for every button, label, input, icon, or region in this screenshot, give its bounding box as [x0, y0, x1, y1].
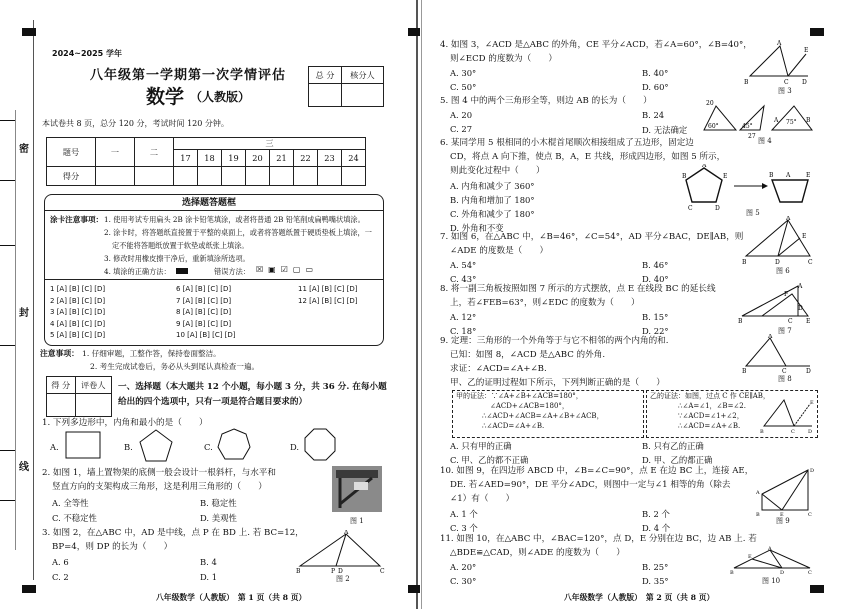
q6-option-c[interactable]: C. 外角和减少了 180°: [450, 209, 535, 219]
score-cell[interactable]: [96, 167, 135, 186]
svg-text:D: D: [806, 368, 811, 374]
svg-text:D: D: [338, 568, 343, 574]
score-cell[interactable]: [318, 167, 342, 186]
margin-tick: [0, 345, 16, 346]
attention-1: 1. 仔细审题，工整作答，保持卷面整洁。: [82, 349, 221, 358]
svg-text:A: A: [774, 117, 779, 124]
q5-option-c[interactable]: C. 27: [450, 124, 473, 134]
q2-stem-2: 竖直方向的支架构成三角形，这是利用三角形的（ ）: [52, 482, 267, 492]
q1-stem: 1. 下列多边形中，内角和最小的是（ ）: [42, 418, 208, 428]
q3-option-a[interactable]: A. 6: [52, 557, 69, 567]
svg-text:B: B: [744, 79, 749, 86]
svg-text:B: B: [682, 173, 687, 180]
score-table-part1: 一: [96, 138, 135, 167]
svg-text:D: D: [810, 468, 814, 474]
answer-bubble-row[interactable]: 1 [A] [B] [C] [D]: [50, 285, 106, 293]
svg-text:A: A: [786, 172, 791, 179]
figure-10-caption: 图 10: [762, 577, 781, 585]
q10-stem-2: DE. 若∠AED=90°，DE 平分∠ADC，则图中一定与∠1 相等的角（除去: [450, 480, 731, 490]
score-col: 21: [270, 150, 294, 167]
left-page: [0, 0, 420, 609]
q10-option-d[interactable]: D. 4 个: [642, 523, 671, 533]
q11-stem-2: △BDE≌△CAD，则∠ADE 的度数为（ ）: [450, 548, 625, 558]
svg-text:E: E: [810, 400, 814, 406]
q2-option-c[interactable]: C. 不稳定性: [52, 513, 97, 523]
margin-label-xian: 线: [19, 462, 29, 473]
q4-option-d[interactable]: D. 60°: [642, 82, 669, 92]
figure-8-triangle: [742, 334, 814, 374]
svg-text:F: F: [784, 291, 789, 298]
svg-text:P: P: [331, 568, 336, 574]
q2-stem-1: 2. 如图 1，墙上置物架的底侧一般会设计一根斜杆，与水平和: [42, 468, 276, 478]
score-table-head: 题号: [47, 138, 96, 167]
q9-jia-line-1: 甲的证法：∵∠A+∠B+∠ACB=180°，: [456, 392, 583, 400]
svg-text:D: D: [780, 570, 785, 574]
q1-option-b[interactable]: B.: [124, 442, 133, 452]
answer-bubble-row[interactable]: 7 [A] [B] [C] [D]: [176, 296, 232, 305]
grader-score-value[interactable]: [47, 394, 76, 417]
score-table-part3: 三: [174, 138, 366, 150]
answer-bubble-row[interactable]: 9 [A] [B] [C] [D]: [176, 319, 232, 328]
answer-bubble-row[interactable]: 2 [A] [B] [C] [D]: [50, 296, 106, 305]
grader-name-label: 评卷人: [75, 377, 112, 394]
answer-notice-label: 涂卡注意事项：: [50, 215, 104, 224]
svg-text:B: B: [760, 429, 764, 434]
score-cell[interactable]: [135, 167, 174, 186]
corner-mark: [408, 585, 420, 593]
figure-4-caption: 图 4: [758, 137, 772, 145]
score-col: 23: [318, 150, 342, 167]
svg-text:D: D: [715, 205, 720, 212]
svg-text:B: B: [742, 368, 747, 374]
svg-text:75°: 75°: [786, 119, 797, 126]
answer-card-divider2: [44, 279, 383, 280]
margin-tick: [0, 180, 16, 181]
figure-1-shelf-photo: [332, 466, 382, 512]
margin-tick: [0, 500, 16, 501]
q9-option-a[interactable]: A. 只有甲的正确: [450, 441, 512, 451]
score-cell[interactable]: [198, 167, 222, 186]
q1-option-a[interactable]: A.: [50, 442, 59, 452]
q8-option-a[interactable]: A. 12°: [450, 312, 477, 322]
score-table: [46, 137, 366, 186]
q9-jia-line-4: ∴∠ACD=∠A+∠B.: [482, 422, 545, 430]
total-value[interactable]: [309, 84, 342, 107]
right-page: [424, 0, 860, 609]
answer-bubble-row[interactable]: 11 [A] [B] [C] [D]: [298, 285, 358, 293]
svg-text:C: C: [791, 429, 795, 434]
margin-label-feng: 封: [19, 308, 29, 319]
center-fold-line: [416, 0, 418, 609]
q2-option-b[interactable]: B. 稳定性: [200, 498, 237, 508]
q3-stem-2: BP=4，则 DP 的长为（ ）: [52, 542, 173, 552]
q5-option-a[interactable]: A. 20: [450, 110, 473, 120]
q6-stem-3: 则此变化过程中（ ）: [450, 166, 545, 176]
svg-text:E: E: [723, 173, 728, 180]
total-label: 总 分: [309, 67, 342, 84]
q7-option-a[interactable]: A. 54°: [450, 260, 477, 270]
correct-fill-sample: [176, 268, 188, 274]
exam-intro: 本试卷共 8 页，总分 120 分，考试时间 120 分钟。: [42, 119, 229, 128]
svg-text:B: B: [738, 318, 743, 324]
figure-2-triangle: [296, 530, 386, 574]
score-cell[interactable]: [270, 167, 294, 186]
q4-option-c[interactable]: C. 50°: [450, 82, 477, 92]
q5-option-d[interactable]: D. 无法确定: [642, 125, 688, 135]
wrong-fill-samples: ☒▣☑▢▭: [256, 265, 319, 274]
svg-text:C: C: [380, 568, 385, 574]
q1-shape-square: [64, 430, 104, 462]
q10-stem-3: ∠1）有（ ）: [450, 494, 515, 504]
svg-text:20: 20: [706, 100, 714, 107]
q11-stem-1: 11. 如图 10，在△ABC 中，∠BAC=120°，点 D，E 分别在边 BC，边 AB 上. 若: [440, 534, 757, 544]
q9-jia-line-2: ∠ACD+∠ACB=180°，: [490, 402, 569, 410]
q9-yi-line-4: ∴∠ACD=∠A+∠B.: [678, 422, 741, 430]
q1-shape-pentagon: [138, 428, 174, 464]
svg-text:D: D: [775, 259, 780, 266]
svg-text:B: B: [730, 570, 734, 574]
attention-2: 2. 考生完成试卷后，务必从头到尾认真检查一遍。: [90, 362, 260, 371]
svg-text:C: C: [808, 259, 813, 266]
section1-title: 一、选择题（本大题共 12 个小题，每小题 3 分，共 36 分. 在每小题: [118, 382, 387, 392]
score-cell[interactable]: [294, 167, 318, 186]
answer-bubble-row[interactable]: 8 [A] [B] [C] [D]: [176, 308, 232, 316]
q1-option-c[interactable]: C.: [204, 442, 213, 452]
q6-stem-2: CD，将点 A 向下推，使点 B，A，E 共线，形成四边形，如图 5 所示，: [450, 152, 726, 162]
left-footer: 八年级数学（人教版） 第 1 页（共 8 页）: [156, 593, 307, 602]
q8-stem-2: 上，若∠FEB=63°，则∠EDC 的度数为（ ）: [450, 298, 640, 308]
q7-option-c[interactable]: C. 43°: [450, 274, 477, 284]
q9-yi-figure: [760, 396, 814, 434]
score-col: 20: [246, 150, 270, 167]
score-row-label: 得分: [47, 167, 96, 186]
q7-option-d[interactable]: D. 40°: [642, 274, 669, 284]
svg-text:A: A: [786, 216, 791, 222]
q4-stem-1: 4. 如图 3，∠ACD 是△ABC 的外角，CE 平分∠ACD，若∠A=60°，∠B=40°，: [440, 40, 752, 50]
answer-notice-wrong: 错误方法：: [214, 267, 250, 276]
answer-bubble-row[interactable]: 4 [A] [B] [C] [D]: [50, 319, 106, 328]
svg-text:27: 27: [748, 133, 756, 140]
q4-stem-2: 则∠ECD 的度数为（ ）: [450, 54, 558, 64]
answer-bubble-row[interactable]: 6 [A] [B] [C] [D]: [176, 285, 232, 293]
exam-title: 八年级第一学期第一次学情评估: [90, 68, 287, 83]
q5-stem: 5. 图 4 中的两个三角形全等，则边 AB 的长为（ ）: [440, 96, 652, 106]
svg-text:E: E: [780, 512, 784, 516]
svg-text:C: C: [808, 570, 812, 574]
margin-line: [15, 110, 16, 550]
right-footer: 八年级数学（人教版） 第 2 页（共 8 页）: [564, 593, 715, 602]
svg-text:C: C: [788, 318, 793, 324]
q9-yi-line-2: ∴∠A=∠1，∠B=∠2.: [678, 402, 746, 410]
answer-bubble-row[interactable]: 3 [A] [B] [C] [D]: [50, 308, 106, 316]
svg-text:A: A: [344, 530, 349, 536]
q10-option-b[interactable]: B. 2 个: [642, 509, 670, 519]
subject-edition: （人教版）: [190, 90, 251, 104]
svg-text:A: A: [702, 164, 707, 169]
figure-5-pentagon-to-quadrilateral: [682, 164, 816, 212]
answer-card-divider: [44, 210, 383, 211]
q6-option-a[interactable]: A. 内角和减少了 360°: [450, 181, 535, 191]
checker-value[interactable]: [341, 84, 383, 107]
svg-text:60°: 60°: [708, 123, 719, 130]
margin-tick: [0, 450, 16, 451]
answer-bubble-row[interactable]: 5 [A] [B] [C] [D]: [50, 331, 106, 339]
q9-stem-3: 求证：∠ACD=∠A+∠B.: [450, 364, 547, 374]
margin-tick: [0, 245, 16, 246]
q6-option-b[interactable]: B. 内角和增加了 180°: [450, 195, 535, 205]
q8-stem-1: 8. 将一副三角板按照如图 7 所示的方式摆放，点 E 在线段 BC 的延长线: [440, 284, 716, 294]
figure-5-caption: 图 5: [746, 209, 760, 217]
score-cell[interactable]: [174, 167, 198, 186]
svg-text:B: B: [756, 512, 760, 516]
answer-notice-3: 3. 修改时用橡皮擦干净后，重新填涂所选项。: [104, 254, 250, 263]
score-cell[interactable]: [246, 167, 270, 186]
svg-text:B: B: [742, 259, 747, 266]
q8-option-d[interactable]: D. 22°: [642, 326, 669, 336]
svg-text:C: C: [784, 79, 789, 86]
answer-bubble-row[interactable]: 12 [A] [B] [C] [D]: [298, 296, 358, 305]
q11-option-b[interactable]: B. 25°: [642, 562, 669, 572]
q1-shape-octagon: [302, 427, 338, 463]
q3-stem-1: 3. 如图 2，在△ABC 中，AD 是中线，点 P 在 BD 上. 若 BC=12，: [42, 528, 304, 538]
figure-3-caption: 图 3: [778, 87, 792, 95]
q7-stem-2: ∠ADE 的度数是（ ）: [450, 246, 549, 256]
q10-stem-1: 10. 如图 9，在四边形 ABCD 中，∠B=∠C=90°，点 E 在边 BC 上，连接 AE，: [440, 466, 754, 476]
q4-option-b[interactable]: B. 40°: [642, 68, 669, 78]
svg-text:C: C: [782, 368, 787, 374]
answer-card-title: 选择题答题框: [182, 198, 237, 208]
q9-yi-line-1: 乙的证法：如图，过点 C 作 CE∥AB，: [650, 392, 770, 400]
svg-text:C: C: [808, 512, 812, 516]
q10-option-c[interactable]: C. 3 个: [450, 523, 478, 533]
q9-option-b[interactable]: B. 只有乙的正确: [642, 441, 704, 451]
q4-option-a[interactable]: A. 30°: [450, 68, 477, 78]
figure-7-caption: 图 7: [778, 327, 792, 335]
subject-title: 数学: [146, 86, 185, 108]
svg-text:C: C: [688, 205, 693, 212]
q11-option-a[interactable]: A. 20°: [450, 562, 477, 572]
q9-stem-4: 甲、乙的证明过程如下所示，下列判断正确的是（ ）: [450, 378, 665, 388]
svg-text:E: E: [804, 47, 809, 54]
score-col: 18: [198, 150, 222, 167]
margin-label-mi: 密: [19, 144, 29, 155]
svg-text:E: E: [806, 172, 811, 179]
svg-text:E: E: [748, 554, 752, 560]
q10-option-a[interactable]: A. 1 个: [450, 509, 478, 519]
corner-mark: [22, 28, 36, 36]
svg-text:D: D: [808, 429, 813, 434]
figure-9-quadrilateral: [756, 466, 814, 516]
q11-option-d[interactable]: D. 35°: [642, 576, 669, 586]
score-col: 24: [342, 150, 366, 167]
q9-stem-1: 9. 定理：三角形的一个外角等于与它不相邻的两个内角的和.: [440, 336, 669, 346]
q2-option-d[interactable]: D. 美观性: [200, 513, 237, 523]
score-cell[interactable]: [342, 167, 366, 186]
answer-notice-2: 2. 涂卡时，将答题纸直接置于平整的桌面上，或者将答题纸置于硬质垫板上填涂，一: [104, 228, 372, 237]
attention-label: 注意事项：: [40, 349, 79, 358]
q3-option-b[interactable]: B. 4: [200, 557, 217, 567]
figure-1-caption: 图 1: [350, 517, 364, 525]
figure-8-caption: 图 8: [778, 375, 792, 383]
figure-6-caption: 图 6: [776, 267, 790, 275]
binding-line: [33, 20, 34, 580]
checker-label: 核分人: [341, 67, 383, 84]
svg-text:A: A: [768, 334, 773, 340]
q8-option-c[interactable]: C. 18°: [450, 326, 477, 336]
score-col: 19: [222, 150, 246, 167]
q6-option-d[interactable]: D. 外角和不变: [450, 223, 504, 233]
answer-notice-4: 4. 填涂的正确方法：: [104, 267, 171, 276]
q3-option-d[interactable]: D. 1: [200, 572, 218, 582]
q2-option-a[interactable]: A. 全等性: [52, 498, 89, 508]
q9-option-c[interactable]: C. 甲、乙的都不正确: [450, 455, 529, 465]
svg-text:B: B: [296, 568, 301, 574]
score-table-part2: 二: [135, 138, 174, 167]
answer-bubble-row[interactable]: 10 [A] [B] [C] [D]: [176, 331, 236, 339]
q7-stem-1: 7. 如图 6，在△ABC 中，∠B=46°，∠C=54°，AD 平分∠BAC，DE∥AB，则: [440, 232, 744, 242]
grader-name-value[interactable]: [75, 394, 112, 417]
q9-jia-line-3: ∴∠ACD+∠ACB=∠A+∠B+∠ACB，: [482, 412, 604, 420]
school-year: 2024~2025 学年: [52, 49, 123, 58]
q6-stem-1: 6. 某同学用 5 根相同的小木棍首尾顺次相接组成了五边形，固定边: [440, 138, 694, 148]
q11-option-c[interactable]: C. 30°: [450, 576, 477, 586]
svg-text:E: E: [802, 233, 807, 240]
svg-text:A: A: [798, 283, 803, 290]
q3-option-c[interactable]: C. 2: [52, 572, 69, 582]
answer-notice-1: 1. 使用考试专用扁头 2B 涂卡铅笔填涂，或者将普通 2B 铅笔削成扁鸭嘴状填涂。: [104, 215, 365, 224]
figure-3-triangle: [744, 40, 810, 86]
grader-score-label: 得 分: [47, 377, 76, 394]
q1-shape-heptagon: [216, 427, 252, 463]
grader-box: [46, 376, 112, 417]
q9-option-d[interactable]: D. 甲、乙的都正确: [642, 455, 713, 465]
svg-text:D: D: [798, 305, 803, 312]
svg-text:B: B: [806, 117, 811, 124]
score-col: 22: [294, 150, 318, 167]
q5-option-b[interactable]: B. 24: [642, 110, 665, 120]
q7-option-b[interactable]: B. 46°: [642, 260, 669, 270]
svg-text:E: E: [806, 318, 811, 324]
corner-mark: [408, 28, 420, 36]
svg-text:A: A: [777, 40, 782, 47]
svg-text:45°: 45°: [742, 123, 753, 130]
corner-mark: [22, 585, 36, 593]
figure-9-caption: 图 9: [776, 517, 790, 525]
q8-option-b[interactable]: B. 15°: [642, 312, 669, 322]
svg-text:B: B: [769, 172, 774, 179]
svg-text:D: D: [802, 79, 807, 86]
score-cell[interactable]: [222, 167, 246, 186]
figure-6-triangle: [742, 216, 814, 266]
q1-option-d[interactable]: D.: [290, 442, 300, 452]
margin-tick: [0, 120, 16, 121]
center-fold-line-2: [421, 0, 422, 609]
figure-7-set-squares: [738, 282, 812, 324]
q9-yi-line-3: ∵∠ACD=∠1+∠2，: [678, 412, 744, 420]
score-col: 17: [174, 150, 198, 167]
figure-10-triangle: [730, 546, 814, 574]
q9-stem-2: 已知：如图 8，∠ACD 是△ABC 的外角.: [450, 350, 606, 360]
svg-text:A: A: [768, 546, 772, 552]
section1-title-2: 给出的四个选项中，只有一项是符合题目要求的）: [118, 397, 308, 407]
answer-notice-2b: 定不能将答题纸放置于软垫或纸张上填涂。: [112, 241, 249, 250]
total-score-box: [308, 66, 384, 107]
svg-text:A: A: [756, 490, 760, 496]
figure-2-caption: 图 2: [336, 575, 350, 583]
